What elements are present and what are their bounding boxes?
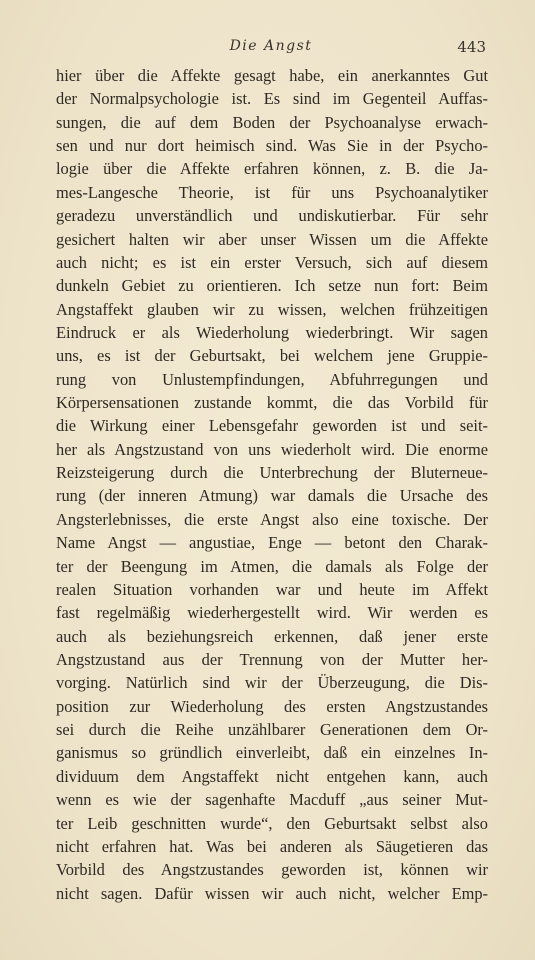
text-line: rung von Unlustempfindungen, Abfuhrregungen und [56,369,488,389]
text-line: Angsterlebnisses, die erste Angst also eine toxische. Der [56,509,488,529]
text-line: position zur Wiederholung des ersten Angstzustandes [56,696,488,716]
text-line: Körpersensationen zustande kommt, die das Vorbild für [56,393,488,413]
text-line: fast regelmäßig wiederhergestellt wird. Wir werden es [56,603,488,623]
text-line: ter der Beengung im Atmen, die damals als Folge der [56,556,488,576]
text-line: logie über die Affekte erfahren können, z. B. die Ja- [56,159,488,179]
text-line: der Normalpsychologie ist. Es sind im Gegenteil Auffas- [56,89,488,109]
text-line: uns, es ist der Geburtsakt, bei welchem jene Gruppie- [56,346,488,366]
text-line: ter Leib geschnitten wurde“, den Geburtsakt selbst also [56,813,488,833]
text-line: Name Angst — angustiae, Enge — betont den Charak- [56,533,488,553]
text-line: Angstzustand aus der Trennung von der Mutter her- [56,649,488,669]
text-line: Eindruck er als Wiederholung wiederbringt. Wir sagen [56,322,488,342]
page-number: 443 [457,38,486,56]
text-line: Angstaffekt glauben wir zu wissen, welchen frühzeitigen [56,299,488,319]
running-title: Die Angst [229,38,313,54]
text-line: mes-Langesche Theorie, ist für uns Psychoanalytiker [56,182,488,202]
text-line: auch nicht; es ist ein erster Versuch, sich auf diesem [56,252,488,272]
text-line: die Wirkung einer Lebensgefahr geworden ist und seit- [56,416,488,436]
text-line: vorging. Natürlich sind wir der Überzeugung, die Dis- [56,673,488,693]
text-line: auch als beziehungsreich erkennen, daß jener erste [56,626,488,646]
text-line: gesichert halten wir aber unser Wissen um die Affekte [56,229,488,249]
text-line: dunkeln Gebiet zu orientieren. Ich setze nun fort: Beim [56,276,488,296]
text-line: nicht sagen. Dafür wissen wir auch nicht, welcher Emp- [56,883,488,903]
text-line: Vorbild des Angstzustandes geworden ist, können wir [56,860,488,880]
text-line: ganismus so gründlich einverleibt, daß ein einzelnes In- [56,743,488,763]
text-line: nicht erfahren hat. Was bei anderen als Säugetieren das [56,836,488,856]
text-line: wenn es wie der sagenhafte Macduff „aus seiner Mut- [56,790,488,810]
text-line: dividuum dem Angstaffekt nicht entgehen kann, auch [56,766,488,786]
text-line: sei durch die Reihe unzählbarer Generationen dem Or- [56,720,488,740]
text-line: Reizsteigerung durch die Unterbrechung der Bluterneue- [56,463,488,483]
text-line: sungen, die auf dem Boden der Psychoanalyse erwach- [56,112,488,132]
page-header [56,38,486,58]
text-line: rung (der inneren Atmung) war damals die Ursache des [56,486,488,506]
text-line: geradezu unverständlich und undiskutierbar. Für sehr [56,206,488,226]
text-line: hier über die Affekte gesagt habe, ein anerkanntes Gut [56,66,488,85]
body-text [56,64,488,905]
text-line: her als Angstzustand von uns wiederholt wird. Die enorme [56,439,488,459]
text-line: sen und nur dort heimisch sind. Was Sie in der Psycho- [56,136,488,156]
text-line: realen Situation vorhanden war und heute im Affekt [56,579,488,599]
